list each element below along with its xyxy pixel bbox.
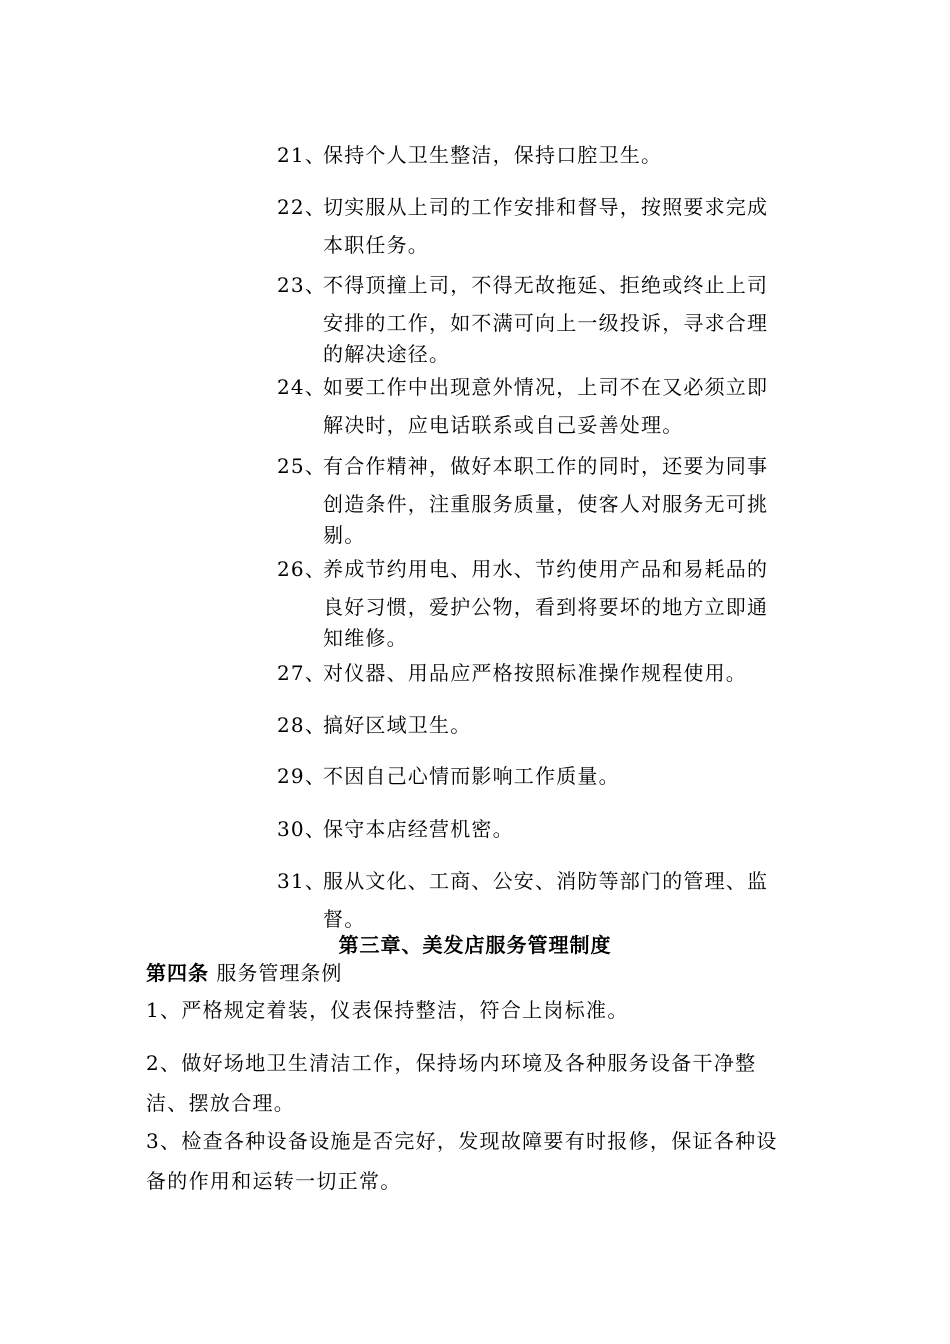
- list-item: [277, 862, 809, 938]
- list-item: [277, 188, 809, 264]
- article-title: 服务管理条例: [216, 961, 343, 985]
- item-text-continued: 解决时，应电话联系或自己妥善处理。: [323, 413, 684, 437]
- item-number: 23、: [277, 273, 327, 297]
- item-number: 27、: [277, 661, 327, 685]
- paragraph: [146, 1043, 810, 1123]
- item-text: 不因自己心情而影响工作质量。: [323, 764, 620, 788]
- item-number: 24、: [277, 375, 327, 399]
- list-item: [277, 136, 809, 174]
- item-number: 26、: [277, 557, 327, 581]
- list-item: [277, 266, 809, 366]
- item-text-continued: 安排的工作，如不满可向上一级投诉，寻求合理: [323, 311, 769, 335]
- paragraph-line: 备的作用和运转一切正常。: [146, 1169, 402, 1193]
- item-text: 切实服从上司的工作安排和督导，按照要求完成: [323, 195, 769, 219]
- list-item: [277, 810, 809, 848]
- item-text: 如要工作中出现意外情况，上司不在又必须立即: [323, 375, 769, 399]
- list-item: [277, 447, 809, 547]
- item-text-continued: 良好习惯，爱护公物，看到将要坏的地方立即通: [323, 595, 769, 619]
- item-text: 有合作精神，做好本职工作的同时，还要为同事: [323, 454, 769, 478]
- item-number: 22、: [277, 195, 327, 219]
- item-number: 21、: [277, 143, 327, 167]
- item-text-continued: 知维修。: [323, 626, 408, 650]
- chapter-title: 第三章、美发店服务管理制度: [338, 933, 612, 957]
- paragraph: [146, 990, 810, 1030]
- item-text: 保持个人卫生整洁，保持口腔卫生。: [323, 143, 663, 167]
- item-number: 30、: [277, 817, 327, 841]
- item-text: 服从文化、工商、公安、消防等部门的管理、监: [323, 869, 769, 893]
- item-text: 搞好区域卫生。: [323, 713, 472, 737]
- paragraph: [146, 1121, 810, 1201]
- item-text: 保守本店经营机密。: [323, 817, 514, 841]
- item-number: 31、: [277, 869, 327, 893]
- paragraph-line: 3、检查各种设备设施是否完好，发现故障要有时报修，保证各种设: [146, 1129, 778, 1153]
- article-heading: [146, 958, 342, 988]
- item-text-continued: 本职任务。: [323, 233, 429, 257]
- item-number: 25、: [277, 454, 327, 478]
- item-text-continued: 创造条件，注重服务质量，使客人对服务无可挑: [323, 492, 769, 516]
- list-item: [277, 706, 809, 744]
- item-text: 对仪器、用品应严格按照标准操作规程使用。: [323, 661, 747, 685]
- list-item: [277, 654, 809, 692]
- item-text: 不得顶撞上司，不得无故拖延、拒绝或终止上司: [323, 273, 769, 297]
- paragraph-line: 1、严格规定着装，仪表保持整洁，符合上岗标准。: [146, 998, 629, 1022]
- list-item: [277, 368, 809, 444]
- item-text-continued: 督。: [323, 907, 366, 931]
- item-text-continued: 的解决途径。: [323, 342, 451, 366]
- item-text: 养成节约用电、用水、节约使用产品和易耗品的: [323, 557, 769, 581]
- article-label: 第四条: [146, 961, 209, 985]
- item-number: 29、: [277, 764, 327, 788]
- paragraph-line: 2、做好场地卫生清洁工作，保持场内环境及各种服务设备干净整: [146, 1051, 757, 1075]
- list-item: [277, 550, 809, 650]
- paragraph-line: 洁、摆放合理。: [146, 1091, 296, 1115]
- item-text-continued: 剔。: [323, 523, 366, 547]
- item-number: 28、: [277, 713, 327, 737]
- list-item: [277, 757, 809, 795]
